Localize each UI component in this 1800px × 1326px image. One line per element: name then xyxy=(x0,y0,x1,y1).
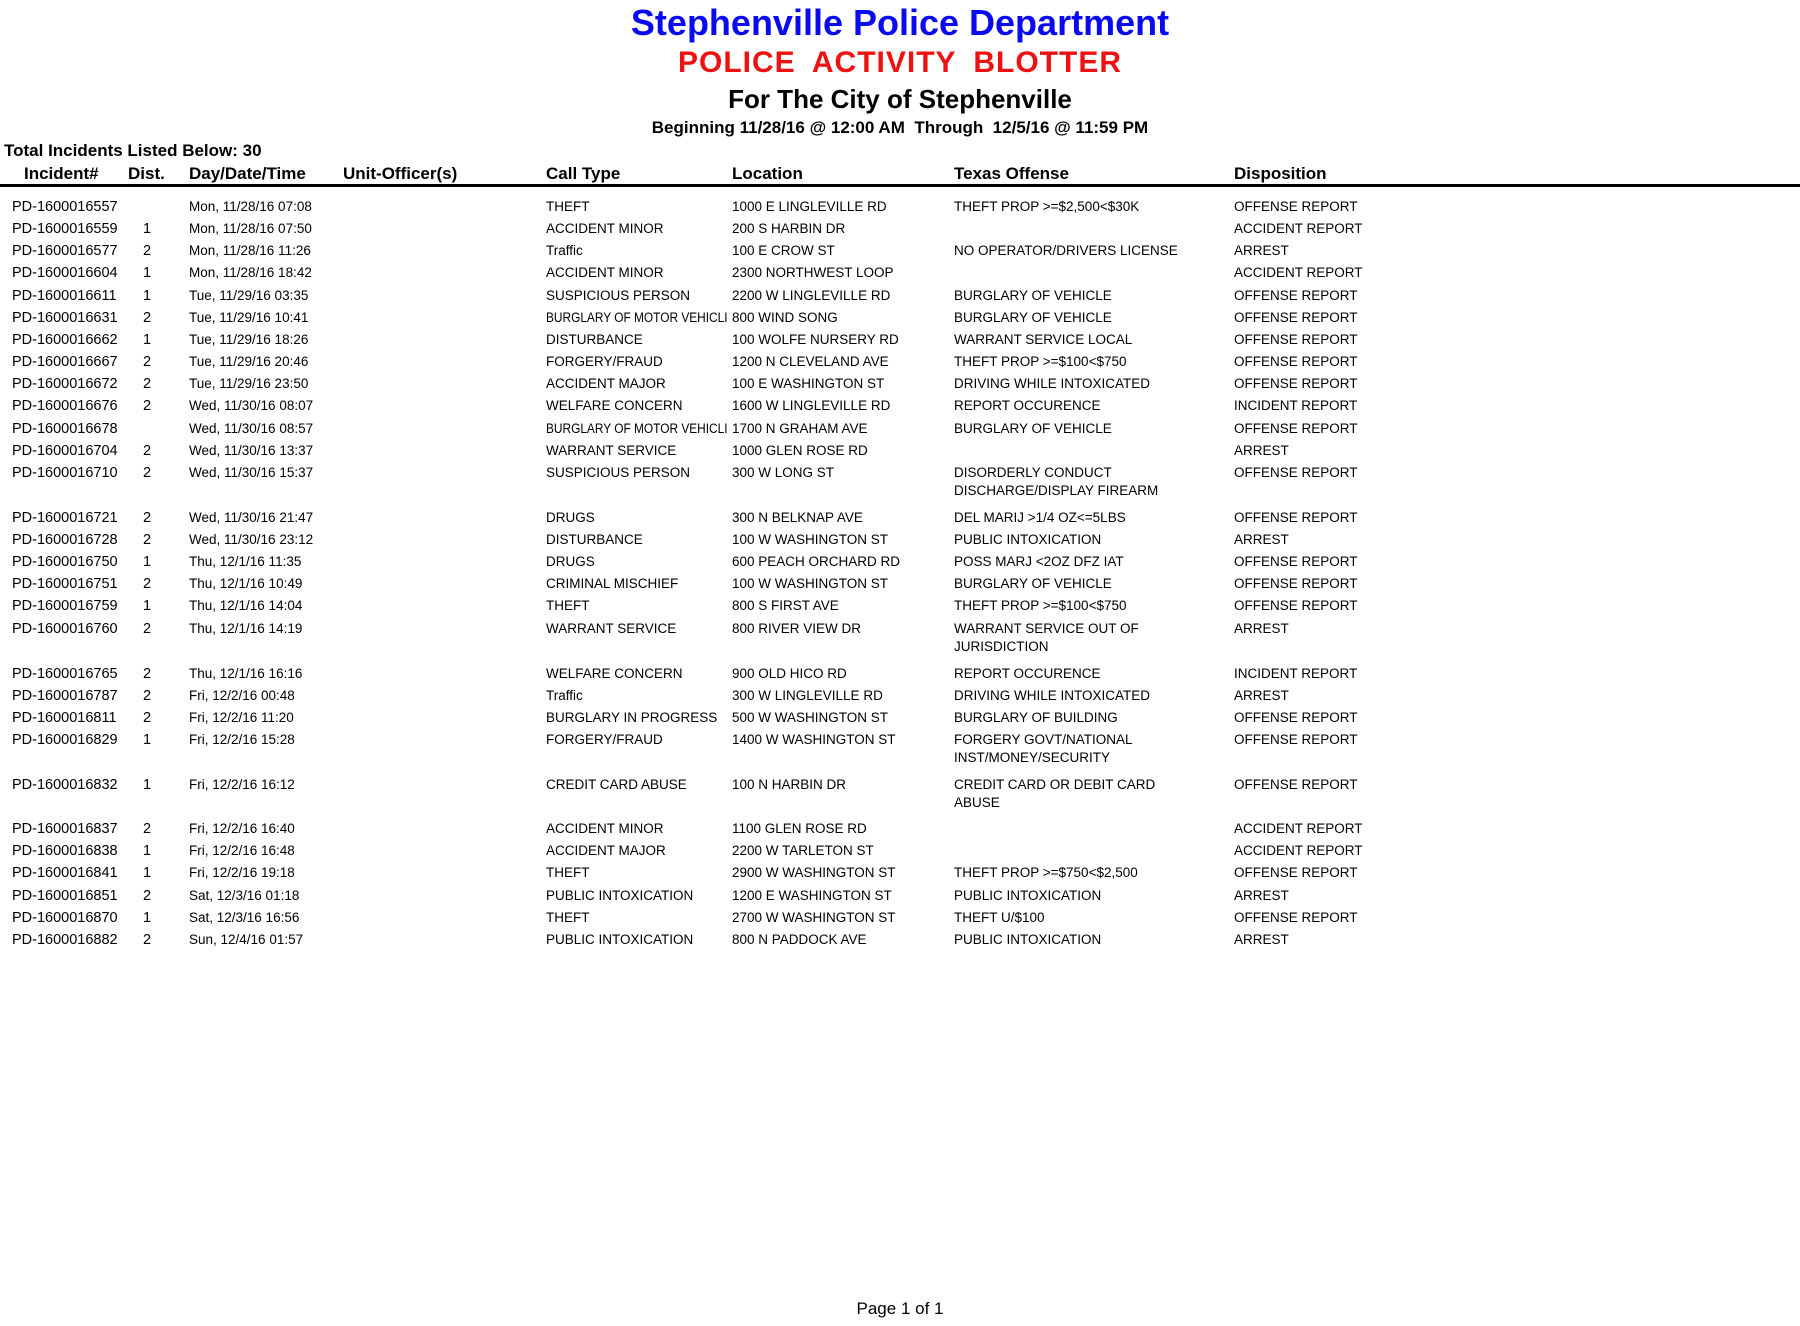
col-header-datetime: Day/Date/Time xyxy=(189,164,306,183)
incident-number: PD-1600016751 xyxy=(12,576,118,592)
disposition: OFFENSE REPORT xyxy=(1234,288,1358,303)
district: 1 xyxy=(143,865,152,881)
incident-datetime: Wed, 11/30/16 13:37 xyxy=(189,443,314,458)
call-type: THEFT xyxy=(546,910,590,925)
disposition: INCIDENT REPORT xyxy=(1234,666,1358,681)
incident-number: PD-1600016832 xyxy=(12,777,118,793)
district: 2 xyxy=(143,443,152,459)
location: 100 WOLFE NURSERY RD xyxy=(732,332,899,347)
incident-number: PD-1600016760 xyxy=(12,621,118,637)
incident-number: PD-1600016837 xyxy=(12,821,118,837)
incident-datetime: Mon, 11/28/16 07:08 xyxy=(189,199,312,214)
texas-offense: POSS MARJ <2OZ DFZ IAT xyxy=(954,554,1124,569)
call-type: ACCIDENT MINOR xyxy=(546,221,664,236)
incident-datetime: Mon, 11/28/16 18:42 xyxy=(189,265,312,280)
incident-number: PD-1600016851 xyxy=(12,888,118,904)
location: 1000 E LINGLEVILLE RD xyxy=(732,199,887,214)
location: 100 W WASHINGTON ST xyxy=(732,576,889,591)
district: 1 xyxy=(143,554,152,570)
call-type: SUSPICIOUS PERSON xyxy=(546,288,691,303)
table-row xyxy=(0,620,1800,660)
district: 2 xyxy=(143,932,152,948)
texas-offense: THEFT PROP >=$2,500<$30K xyxy=(954,199,1140,214)
texas-offense: WARRANT SERVICE LOCAL xyxy=(954,332,1133,347)
incident-datetime: Wed, 11/30/16 08:07 xyxy=(189,398,314,413)
disposition: ARREST xyxy=(1234,688,1289,703)
incident-datetime: Thu, 12/1/16 16:16 xyxy=(189,666,303,681)
col-header-dist: Dist. xyxy=(128,164,165,183)
district: 2 xyxy=(143,821,152,837)
call-type: DISTURBANCE xyxy=(546,532,643,547)
texas-offense: DISORDERLY CONDUCT DISCHARGE/DISPLAY FIREARM xyxy=(954,465,1159,498)
district: 1 xyxy=(143,843,152,859)
location: 1200 E WASHINGTON ST xyxy=(732,888,892,903)
call-type: THEFT xyxy=(546,199,590,214)
incident-number: PD-1600016787 xyxy=(12,688,118,704)
incident-datetime: Tue, 11/29/16 20:46 xyxy=(189,354,309,369)
col-header-unit: Unit-Officer(s) xyxy=(343,164,458,183)
incident-datetime: Thu, 12/1/16 11:35 xyxy=(189,554,302,569)
disposition: ARREST xyxy=(1234,443,1289,458)
texas-offense: FORGERY GOVT/NATIONAL INST/MONEY/SECURITY xyxy=(954,732,1133,765)
disposition: ACCIDENT REPORT xyxy=(1234,843,1363,858)
disposition: ARREST xyxy=(1234,243,1289,258)
call-type: BURGLARY OF MOTOR VEHICLI xyxy=(546,421,728,436)
incident-datetime: Fri, 12/2/16 16:12 xyxy=(189,777,295,792)
texas-offense: THEFT PROP >=$100<$750 xyxy=(954,598,1127,613)
disposition: OFFENSE REPORT xyxy=(1234,199,1358,214)
disposition: OFFENSE REPORT xyxy=(1234,376,1358,391)
incident-number: PD-1600016704 xyxy=(12,443,118,459)
incident-number: PD-1600016557 xyxy=(12,199,118,215)
location: 900 OLD HICO RD xyxy=(732,666,847,681)
district: 1 xyxy=(143,332,152,348)
texas-offense: BURGLARY OF VEHICLE xyxy=(954,421,1112,436)
disposition: ARREST xyxy=(1234,621,1289,636)
texas-offense: REPORT OCCURENCE xyxy=(954,666,1101,681)
location: 300 W LINGLEVILLE RD xyxy=(732,688,883,703)
district: 2 xyxy=(143,710,152,726)
call-type: ACCIDENT MAJOR xyxy=(546,376,666,391)
call-type: WARRANT SERVICE xyxy=(546,621,677,636)
incident-number: PD-1600016759 xyxy=(12,598,118,614)
district: 1 xyxy=(143,265,152,281)
incident-datetime: Tue, 11/29/16 18:26 xyxy=(189,332,309,347)
incident-number: PD-1600016882 xyxy=(12,932,118,948)
location: 500 W WASHINGTON ST xyxy=(732,710,889,725)
district: 1 xyxy=(143,221,152,237)
district: 1 xyxy=(143,732,152,748)
texas-offense: PUBLIC INTOXICATION xyxy=(954,932,1102,947)
incident-datetime: Fri, 12/2/16 00:48 xyxy=(189,688,295,703)
incident-datetime: Wed, 11/30/16 21:47 xyxy=(189,510,314,525)
incident-datetime: Sat, 12/3/16 01:18 xyxy=(189,888,300,903)
department-title: Stephenville Police Department xyxy=(630,2,1170,43)
location: 2700 W WASHINGTON ST xyxy=(732,910,896,925)
incident-number: PD-1600016829 xyxy=(12,732,118,748)
call-type: ACCIDENT MAJOR xyxy=(546,843,666,858)
disposition: OFFENSE REPORT xyxy=(1234,465,1358,480)
district: 2 xyxy=(143,576,152,592)
disposition: OFFENSE REPORT xyxy=(1234,777,1358,792)
incident-datetime: Fri, 12/2/16 19:18 xyxy=(189,865,295,880)
texas-offense: DEL MARIJ >1/4 OZ<=5LBS xyxy=(954,510,1126,525)
blotter-title: POLICE ACTIVITY BLOTTER xyxy=(677,46,1122,79)
incident-number: PD-1600016678 xyxy=(12,421,118,437)
incident-number: PD-1600016611 xyxy=(12,288,117,304)
incident-datetime: Fri, 12/2/16 16:48 xyxy=(189,843,295,858)
texas-offense: BURGLARY OF VEHICLE xyxy=(954,288,1112,303)
incident-number: PD-1600016667 xyxy=(12,354,118,370)
disposition: ARREST xyxy=(1234,532,1289,547)
col-header-location: Location xyxy=(732,164,803,183)
call-type: CRIMINAL MISCHIEF xyxy=(546,576,679,591)
district: 2 xyxy=(143,310,152,326)
location: 1200 N CLEVELAND AVE xyxy=(732,354,889,369)
incident-datetime: Fri, 12/2/16 16:40 xyxy=(189,821,295,836)
incident-number: PD-1600016811 xyxy=(12,710,117,726)
incident-datetime: Tue, 11/29/16 23:50 xyxy=(189,376,309,391)
location: 1600 W LINGLEVILLE RD xyxy=(732,398,891,413)
texas-offense: WARRANT SERVICE OUT OF JURISDICTION xyxy=(954,621,1139,654)
incident-number: PD-1600016841 xyxy=(12,865,118,881)
disposition: OFFENSE REPORT xyxy=(1234,710,1358,725)
incident-datetime: Wed, 11/30/16 23:12 xyxy=(189,532,314,547)
incident-number: PD-1600016838 xyxy=(12,843,118,859)
col-header-offense: Texas Offense xyxy=(954,164,1069,183)
location: 2200 W TARLETON ST xyxy=(732,843,874,858)
texas-offense: THEFT PROP >=$100<$750 xyxy=(954,354,1127,369)
incident-datetime: Thu, 12/1/16 14:04 xyxy=(189,598,303,613)
location: 100 W WASHINGTON ST xyxy=(732,532,889,547)
call-type: Traffic xyxy=(546,688,583,703)
location: 1400 W WASHINGTON ST xyxy=(732,732,896,747)
district: 2 xyxy=(143,398,152,414)
incident-datetime: Sat, 12/3/16 16:56 xyxy=(189,910,300,925)
district: 1 xyxy=(143,288,152,304)
district: 2 xyxy=(143,510,152,526)
district: 1 xyxy=(143,777,152,793)
incident-number: PD-1600016676 xyxy=(12,398,118,414)
city-subtitle: For The City of Stephenville xyxy=(728,84,1072,114)
call-type: BURGLARY OF MOTOR VEHICLI xyxy=(546,310,728,325)
location: 2900 W WASHINGTON ST xyxy=(732,865,896,880)
incident-datetime: Mon, 11/28/16 07:50 xyxy=(189,221,312,236)
location: 1000 GLEN ROSE RD xyxy=(732,443,868,458)
disposition: INCIDENT REPORT xyxy=(1234,398,1358,413)
call-type: ACCIDENT MINOR xyxy=(546,821,664,836)
call-type: WELFARE CONCERN xyxy=(546,398,683,413)
incident-number: PD-1600016577 xyxy=(12,243,118,259)
district: 1 xyxy=(143,598,152,614)
call-type: DRUGS xyxy=(546,554,595,569)
incident-datetime: Tue, 11/29/16 03:35 xyxy=(189,288,309,303)
disposition: ARREST xyxy=(1234,888,1289,903)
disposition: OFFENSE REPORT xyxy=(1234,865,1358,880)
table-row xyxy=(0,776,1800,816)
col-header-call-type: Call Type xyxy=(546,164,621,183)
texas-offense: PUBLIC INTOXICATION xyxy=(954,888,1102,903)
disposition: OFFENSE REPORT xyxy=(1234,732,1358,747)
location: 100 E CROW ST xyxy=(732,243,835,258)
col-header-incident: Incident# xyxy=(24,164,99,183)
incident-datetime: Fri, 12/2/16 15:28 xyxy=(189,732,295,747)
location: 1100 GLEN ROSE RD xyxy=(732,821,867,836)
district: 2 xyxy=(143,532,152,548)
incident-datetime: Thu, 12/1/16 14:19 xyxy=(189,621,303,636)
location: 800 S FIRST AVE xyxy=(732,598,839,613)
incident-number: PD-1600016728 xyxy=(12,532,118,548)
call-type: DISTURBANCE xyxy=(546,332,643,347)
incident-datetime: Mon, 11/28/16 11:26 xyxy=(189,243,311,258)
disposition: OFFENSE REPORT xyxy=(1234,354,1358,369)
disposition: OFFENSE REPORT xyxy=(1234,510,1358,525)
location: 800 WIND SONG xyxy=(732,310,838,325)
incident-number: PD-1600016765 xyxy=(12,666,118,682)
texas-offense: NO OPERATOR/DRIVERS LICENSE xyxy=(954,243,1178,258)
incident-datetime: Tue, 11/29/16 10:41 xyxy=(189,310,309,325)
date-range: Beginning 11/28/16 @ 12:00 AM Through 12/5/16 @ 11:59 PM xyxy=(651,118,1149,137)
disposition: OFFENSE REPORT xyxy=(1234,554,1358,569)
call-type: WARRANT SERVICE xyxy=(546,443,677,458)
location: 100 N HARBIN DR xyxy=(732,777,847,792)
call-type: PUBLIC INTOXICATION xyxy=(546,932,694,947)
district: 2 xyxy=(143,888,152,904)
district: 2 xyxy=(143,243,152,259)
incident-datetime: Wed, 11/30/16 15:37 xyxy=(189,465,314,480)
disposition: OFFENSE REPORT xyxy=(1234,421,1358,436)
disposition: OFFENSE REPORT xyxy=(1234,310,1358,325)
location: 200 S HARBIN DR xyxy=(732,221,846,236)
texas-offense: REPORT OCCURENCE xyxy=(954,398,1101,413)
table-row xyxy=(0,464,1800,504)
call-type: WELFARE CONCERN xyxy=(546,666,683,681)
location: 2200 W LINGLEVILLE RD xyxy=(732,288,891,303)
texas-offense: BURGLARY OF BUILDING xyxy=(954,710,1118,725)
location: 1700 N GRAHAM AVE xyxy=(732,421,868,436)
texas-offense: CREDIT CARD OR DEBIT CARD ABUSE xyxy=(954,777,1156,810)
incident-number: PD-1600016559 xyxy=(12,221,118,237)
call-type: CREDIT CARD ABUSE xyxy=(546,777,687,792)
location: 100 E WASHINGTON ST xyxy=(732,376,885,391)
district: 2 xyxy=(143,354,152,370)
texas-offense: BURGLARY OF VEHICLE xyxy=(954,576,1112,591)
location: 800 N PADDOCK AVE xyxy=(732,932,867,947)
texas-offense: THEFT PROP >=$750<$2,500 xyxy=(954,865,1138,880)
disposition: ACCIDENT REPORT xyxy=(1234,265,1363,280)
incident-number: PD-1600016710 xyxy=(12,465,118,481)
texas-offense: PUBLIC INTOXICATION xyxy=(954,532,1102,547)
disposition: ACCIDENT REPORT xyxy=(1234,221,1363,236)
location: 300 N BELKNAP AVE xyxy=(732,510,863,525)
call-type: THEFT xyxy=(546,865,590,880)
incident-number: PD-1600016672 xyxy=(12,376,118,392)
disposition: ACCIDENT REPORT xyxy=(1234,821,1363,836)
table-row xyxy=(0,731,1800,771)
incident-number: PD-1600016721 xyxy=(12,510,118,526)
incident-number: PD-1600016631 xyxy=(12,310,118,326)
disposition: OFFENSE REPORT xyxy=(1234,910,1358,925)
call-type: Traffic xyxy=(546,243,583,258)
district: 2 xyxy=(143,465,152,481)
call-type: BURGLARY IN PROGRESS xyxy=(546,710,718,725)
total-incidents: Total Incidents Listed Below: 30 xyxy=(4,141,262,160)
location: 300 W LONG ST xyxy=(732,465,835,480)
call-type: ACCIDENT MINOR xyxy=(546,265,664,280)
call-type: DRUGS xyxy=(546,510,595,525)
location: 600 PEACH ORCHARD RD xyxy=(732,554,901,569)
incident-number: PD-1600016750 xyxy=(12,554,118,570)
texas-offense: BURGLARY OF VEHICLE xyxy=(954,310,1112,325)
disposition: OFFENSE REPORT xyxy=(1234,576,1358,591)
call-type: FORGERY/FRAUD xyxy=(546,732,663,747)
incident-datetime: Thu, 12/1/16 10:49 xyxy=(189,576,303,591)
call-type: PUBLIC INTOXICATION xyxy=(546,888,694,903)
texas-offense: THEFT U/$100 xyxy=(954,910,1045,925)
incident-datetime: Sun, 12/4/16 01:57 xyxy=(189,932,304,947)
incident-number: PD-1600016604 xyxy=(12,265,118,281)
incident-datetime: Wed, 11/30/16 08:57 xyxy=(189,421,314,436)
location: 800 RIVER VIEW DR xyxy=(732,621,862,636)
district: 1 xyxy=(143,910,152,926)
texas-offense: DRIVING WHILE INTOXICATED xyxy=(954,376,1151,391)
col-header-disposition: Disposition xyxy=(1234,164,1327,183)
page-number: Page 1 of 1 xyxy=(856,1299,944,1318)
incident-datetime: Fri, 12/2/16 11:20 xyxy=(189,710,294,725)
call-type: SUSPICIOUS PERSON xyxy=(546,465,691,480)
disposition: OFFENSE REPORT xyxy=(1234,598,1358,613)
district: 2 xyxy=(143,666,152,682)
district: 2 xyxy=(143,688,152,704)
district: 2 xyxy=(143,376,152,392)
location: 2300 NORTHWEST LOOP xyxy=(732,265,894,280)
disposition: ARREST xyxy=(1234,932,1289,947)
table-row xyxy=(0,931,1800,971)
disposition: OFFENSE REPORT xyxy=(1234,332,1358,347)
incident-number: PD-1600016662 xyxy=(12,332,118,348)
texas-offense: DRIVING WHILE INTOXICATED xyxy=(954,688,1151,703)
call-type: FORGERY/FRAUD xyxy=(546,354,663,369)
district: 2 xyxy=(143,621,152,637)
incident-number: PD-1600016870 xyxy=(12,910,118,926)
call-type: THEFT xyxy=(546,598,590,613)
